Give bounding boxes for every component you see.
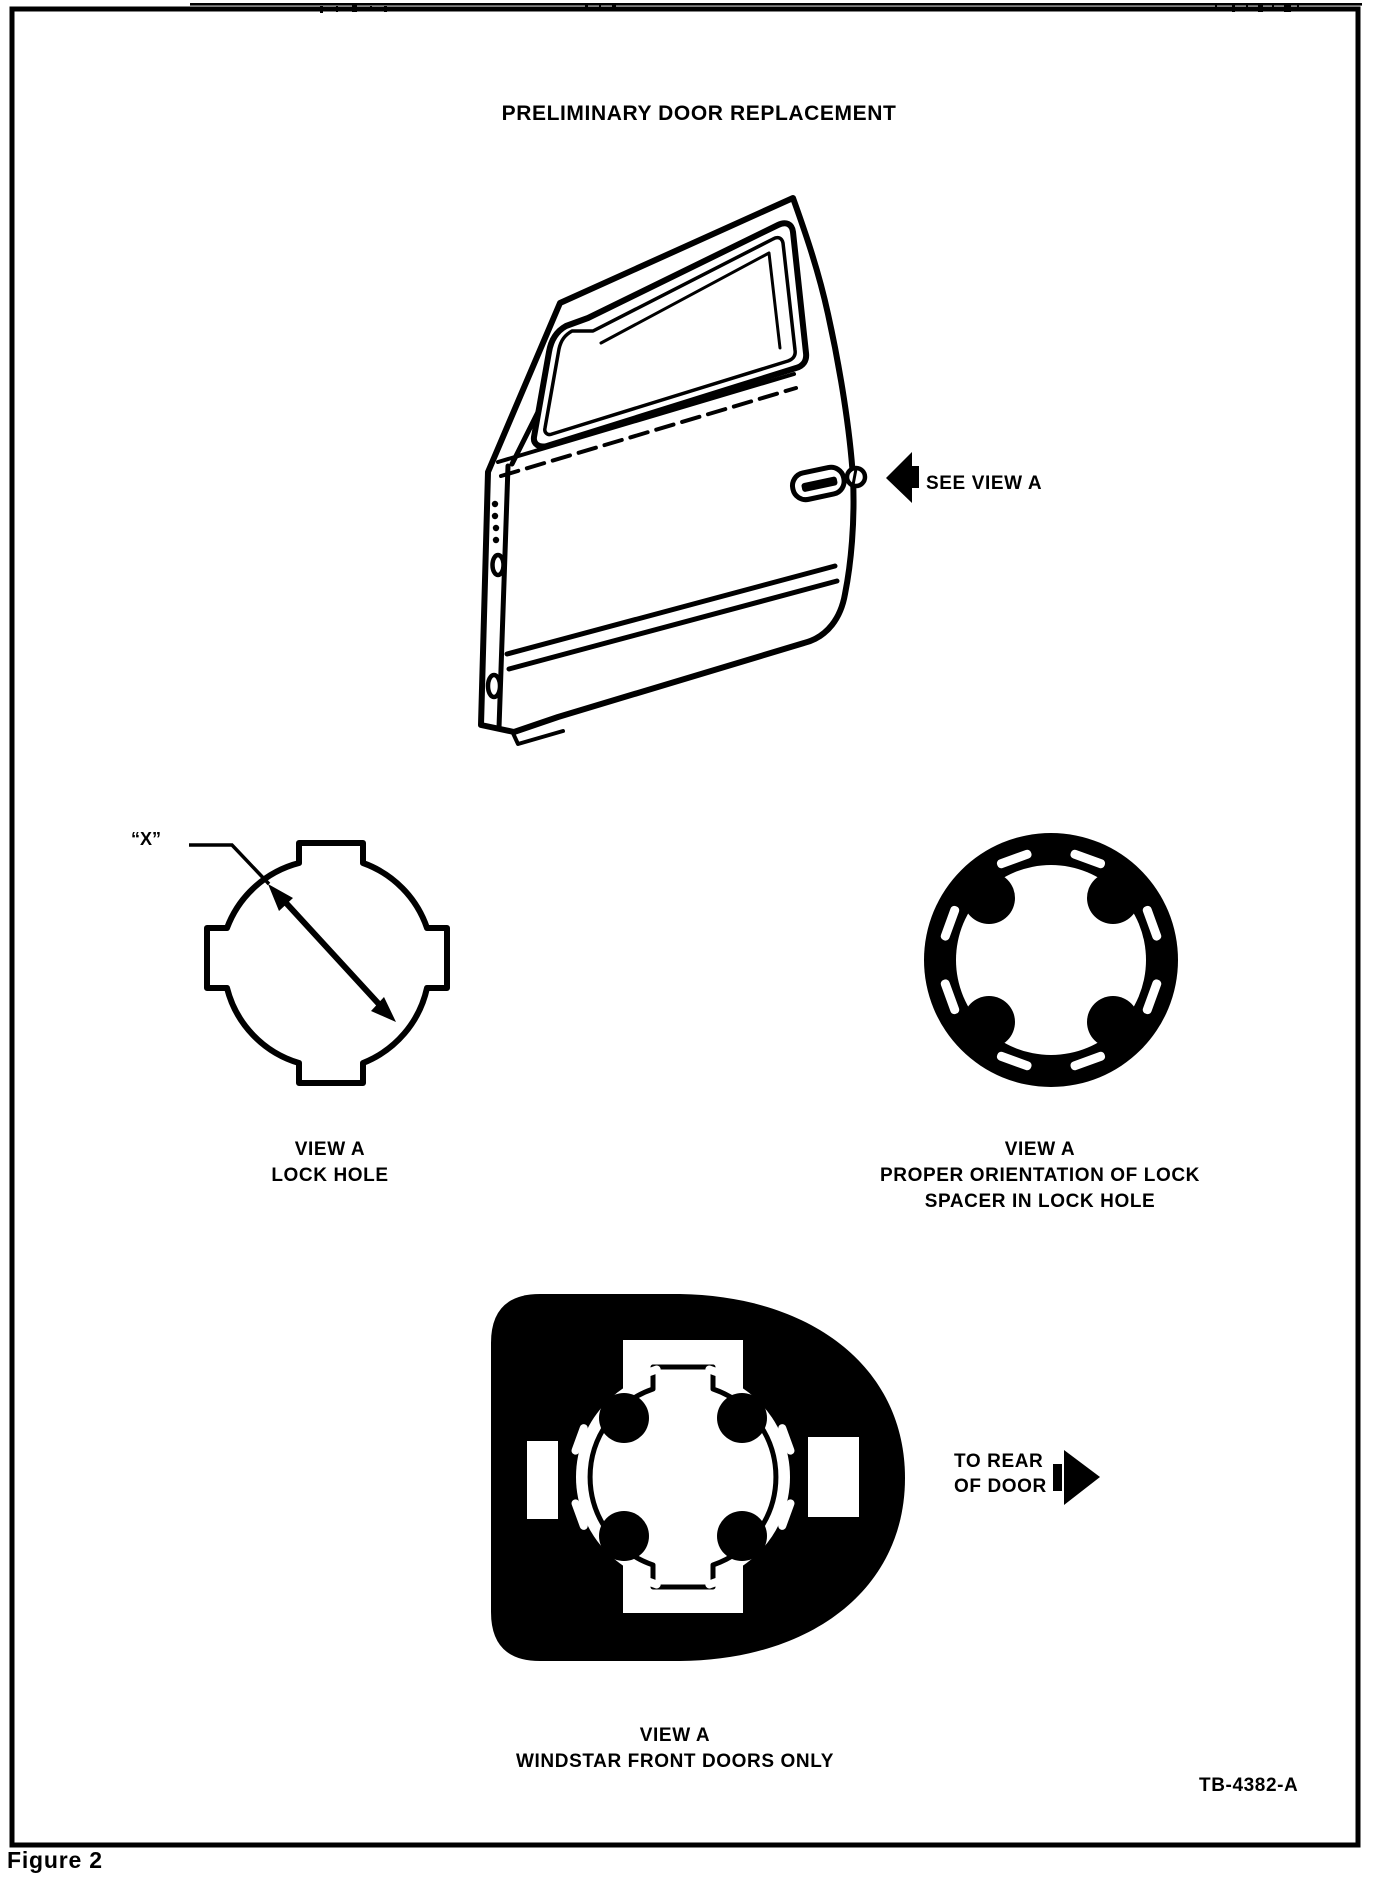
windstar-caption-line1: VIEW A <box>639 1725 711 1746</box>
figure-label: Figure 2 <box>7 1847 103 1873</box>
to-rear-label-line2: OF DOOR <box>954 1476 1047 1497</box>
spacer-caption-line3: SPACER IN LOCK HOLE <box>924 1191 1156 1212</box>
bulletin-number: TB-4382-A <box>1199 1775 1299 1796</box>
windstar-caption-line2: WINDSTAR FRONT DOORS ONLY <box>516 1751 834 1772</box>
lock-hole-caption-line2: LOCK HOLE <box>271 1165 389 1186</box>
spacer-caption-line1: VIEW A <box>1004 1139 1076 1160</box>
lock-cylinder <box>847 468 865 486</box>
see-view-a-callout: SEE VIEW A <box>926 473 1043 494</box>
dimension-leader <box>189 845 269 884</box>
page-title: PRELIMINARY DOOR REPLACEMENT <box>501 102 897 125</box>
spacer-caption-line2: PROPER ORIENTATION OF LOCK <box>880 1165 1200 1186</box>
lock-spacer-ring-diagram <box>924 833 1178 1087</box>
lock-hole-diagram <box>189 843 447 1083</box>
door-illustration <box>481 198 865 744</box>
to-rear-arrow-icon <box>1053 1450 1100 1505</box>
to-rear-label-line1: TO REAR <box>954 1451 1044 1472</box>
see-view-a-arrow-icon <box>886 452 919 503</box>
dimension-x-label: “X” <box>131 829 162 849</box>
windstar-door-lock-area-diagram <box>491 1294 905 1661</box>
lock-hole-caption-line1: VIEW A <box>294 1139 366 1160</box>
